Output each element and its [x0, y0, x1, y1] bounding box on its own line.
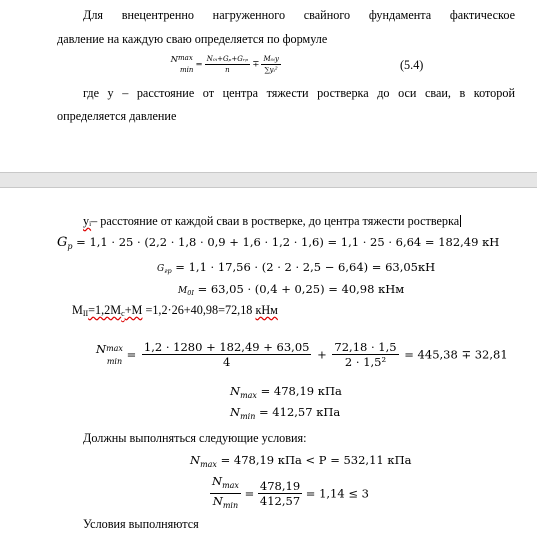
equation-m0	[178, 282, 404, 297]
paragraph-line: давление на каждую сваю определяется по формуле	[57, 32, 328, 46]
line-text: – расстояние от каждой сваи в ростверке, до центра тяжести ростверка	[91, 214, 460, 228]
eq-unit: кНм	[255, 303, 278, 317]
eq-symbol: N	[212, 474, 223, 488]
eq-sub: min	[222, 501, 239, 510]
eq-part: =1,2·26+40,98=72,18	[142, 303, 256, 317]
fraction	[258, 479, 302, 508]
eq-symbol: N	[96, 341, 107, 356]
eq-part: =1,2M	[88, 303, 122, 317]
fraction-denominator: 2 · 1,5²	[344, 355, 387, 369]
eq-text: = 412,57 кПа	[255, 405, 341, 419]
eq-sign: +	[317, 347, 327, 362]
equation-gp	[57, 235, 499, 251]
paragraph-line	[83, 214, 461, 229]
fraction	[142, 340, 312, 369]
eq-symbol: G	[157, 264, 165, 274]
formula-sub-max: max	[178, 54, 193, 62]
eq-sub: II	[82, 309, 89, 318]
paragraph-line: Должны выполняться следующие условия:	[83, 431, 307, 445]
eq-symbol: G	[57, 235, 68, 250]
fraction-numerator: 72,18 · 1,5	[334, 340, 397, 354]
paragraph-line: где y – расстояние от центра тяжести ростверка до оси сваи, в которой	[83, 86, 515, 100]
eq-result: = 445,38 ∓ 32,81	[404, 347, 508, 362]
formula-fraction-2	[261, 54, 280, 75]
document-page-2	[0, 188, 537, 550]
eq-text: = 478,19 кПа	[256, 384, 342, 398]
fraction	[210, 474, 241, 513]
eq-text: = 1,1 · 17,56 · (2 · 2 · 2,5 − 6,64) = 63,05кН	[171, 260, 436, 274]
eq-sub: 0I	[187, 289, 194, 297]
fraction-numerator: 478,19	[259, 479, 301, 493]
eq-sub: max	[222, 481, 239, 490]
eq-sub: min	[106, 356, 123, 366]
equation-ggr	[157, 260, 435, 275]
eq-symbol: N	[190, 453, 201, 467]
formula-number: (5.4)	[400, 58, 424, 72]
eq-symbol: M	[178, 286, 188, 296]
fraction	[332, 340, 398, 369]
equation-condition-1	[190, 453, 411, 469]
formula-numerator-2: M₀ᵢy	[263, 55, 279, 63]
equation-condition-2	[210, 474, 369, 513]
equation-nmin	[230, 405, 340, 421]
formula-fraction	[205, 54, 250, 75]
variable-y: yᵢ	[83, 214, 92, 228]
paragraph-line: Условия выполняются	[83, 517, 199, 531]
equation-nmax	[230, 384, 342, 400]
eq-sign: =	[126, 347, 137, 362]
document-page-1	[0, 0, 537, 172]
eq-sub: p	[67, 242, 73, 251]
eq-sub: гр	[164, 267, 172, 275]
fraction-numerator: 1,2 · 1280 + 182,49 + 63,05	[143, 340, 310, 354]
eq-symbol: N	[230, 405, 241, 419]
eq-part: +M	[124, 303, 143, 317]
equation-mii	[72, 303, 278, 318]
text-cursor	[460, 215, 461, 227]
formula-denominator-2: ∑yᵢ²	[264, 66, 278, 74]
formula-eq: =	[195, 59, 203, 70]
eq-part: M	[72, 303, 83, 317]
eq-symbol: N	[212, 494, 223, 508]
formula-sub-min: min	[180, 66, 194, 74]
formula-denominator: n	[225, 66, 230, 74]
eq-symbol: N	[230, 384, 241, 398]
eq-sub: c	[121, 309, 125, 318]
formula-numerator: N₀ᵢ+Gₚ+Gᵣₚ	[206, 55, 249, 63]
fraction-denominator: 412,57	[259, 494, 301, 508]
page-break	[0, 172, 537, 188]
eq-text: = 1,1 · 25 · (2,2 · 1,8 · 0,9 + 1,6 · 1,2 · 1,6) = 1,1 · 25 · 6,64 = 182,49 кН	[72, 235, 500, 249]
fraction-denominator: 4	[223, 355, 231, 369]
formula-5-4	[170, 54, 281, 75]
eq-text: = 63,05 · (0,4 + 0,25) = 40,98 кНм	[193, 282, 405, 296]
eq-sub: min	[240, 412, 256, 421]
eq-sub: max	[106, 343, 123, 353]
equation-nmax-min	[96, 340, 508, 369]
eq-text: = 478,19 кПа < P = 532,11 кПа	[216, 453, 412, 467]
eq-sign: =	[244, 486, 255, 501]
paragraph-line: определяется давление	[57, 109, 177, 123]
eq-result: = 1,14 ≤ 3	[305, 486, 369, 501]
paragraph-line: Для внецентренно нагруженного свайного фундамента фактическое	[83, 8, 515, 22]
eq-sub: max	[200, 460, 217, 469]
formula-pm: ∓	[252, 59, 260, 70]
formula-symbol: N	[170, 55, 179, 65]
eq-sub: max	[240, 391, 257, 400]
